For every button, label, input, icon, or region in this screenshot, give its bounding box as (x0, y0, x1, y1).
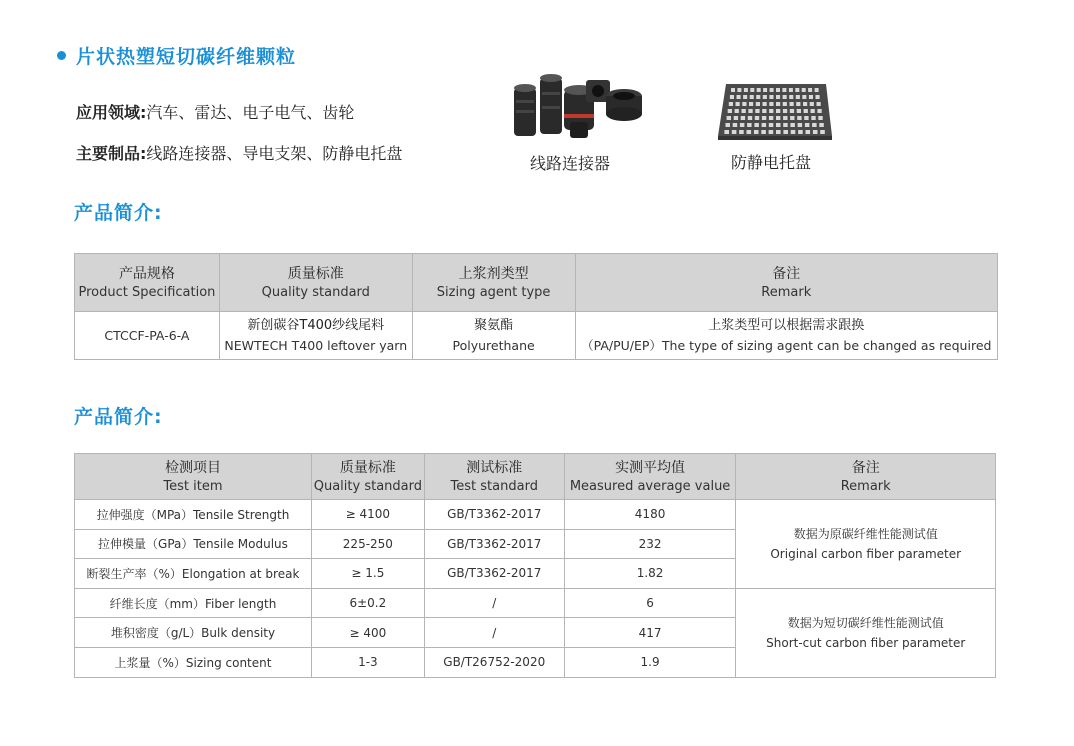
header-quality: 质量标准 Quality standard (311, 454, 424, 500)
products-line (76, 141, 402, 164)
value-cell: 6 (564, 588, 736, 618)
header-spec: 产品规格 Product Specification (75, 254, 220, 312)
header-test-item: 检测项目 Test item (75, 454, 312, 500)
test-item-cell: 断裂生产率（%）Elongation at break (75, 559, 312, 589)
products-label: 主要制品: (76, 144, 147, 163)
standard-cell: / (424, 618, 564, 648)
anti-static-tray-image (716, 80, 834, 142)
application-label: 应用领域: (76, 103, 147, 122)
quality-cell: ≥ 400 (311, 618, 424, 648)
application-value: 汽车、雷达、电子电气、齿轮 (146, 103, 355, 122)
test-results-table (74, 453, 996, 678)
product-title-row (57, 42, 296, 69)
table-row (75, 500, 996, 530)
test-item-cell: 上浆量（%）Sizing content (75, 647, 312, 677)
sizing-cell: 聚氨酯 Polyurethane (412, 312, 575, 360)
standard-cell: GB/T3362-2017 (424, 559, 564, 589)
remark-group1-cell: 数据为原碳纤维性能测试值 Original carbon fiber parameter (736, 500, 996, 589)
header-remark: 备注 Remark (736, 454, 996, 500)
standard-cell: GB/T3362-2017 (424, 500, 564, 530)
quality-cell: ≥ 4100 (311, 500, 424, 530)
header-sizing: 上浆剂类型 Sizing agent type (412, 254, 575, 312)
header-measured-value: 实测平均值 Measured average value (564, 454, 736, 500)
table-row (75, 312, 998, 360)
tray-caption: 防静电托盘 (731, 153, 812, 172)
value-cell: 232 (564, 529, 736, 559)
bullet-dot-icon (57, 51, 66, 60)
value-cell: 1.82 (564, 559, 736, 589)
value-cell: 1.9 (564, 647, 736, 677)
spec-cell: CTCCF-PA-6-A (75, 312, 220, 360)
products-value: 线路连接器、导电支架、防静电托盘 (146, 144, 403, 163)
connector-caption: 线路连接器 (530, 154, 611, 173)
test-item-cell: 拉伸模量（GPa）Tensile Modulus (75, 529, 312, 559)
test-item-cell: 拉伸强度（MPa）Tensile Strength (75, 500, 312, 530)
product-title: 片状热塑短切碳纤维颗粒 (76, 46, 297, 68)
quality-cell: 新创碳谷T400纱线尾料 NEWTECH T400 leftover yarn (219, 312, 412, 360)
value-cell: 4180 (564, 500, 736, 530)
application-line (76, 100, 354, 123)
table-header-row (75, 454, 996, 500)
product-spec-table (74, 253, 998, 360)
standard-cell: GB/T3362-2017 (424, 529, 564, 559)
quality-cell: 6±0.2 (311, 588, 424, 618)
remark-group2-cell: 数据为短切碳纤维性能测试值 Short-cut carbon fiber parameter (736, 588, 996, 677)
table-header-row (75, 254, 998, 312)
standard-cell: / (424, 588, 564, 618)
header-quality: 质量标准 Quality standard (219, 254, 412, 312)
quality-cell: 225-250 (311, 529, 424, 559)
section2-title: 产品简介: (74, 406, 163, 428)
quality-cell: 1-3 (311, 647, 424, 677)
section1-title: 产品简介: (74, 202, 163, 224)
value-cell: 417 (564, 618, 736, 648)
quality-cell: ≥ 1.5 (311, 559, 424, 589)
standard-cell: GB/T26752-2020 (424, 647, 564, 677)
connector-image (508, 70, 648, 148)
test-item-cell: 纤维长度（mm）Fiber length (75, 588, 312, 618)
table-row (75, 588, 996, 618)
remark-cell: 上浆类型可以根据需求跟换 （PA/PU/EP）The type of sizing agent can be changed as required (575, 312, 997, 360)
test-item-cell: 堆积密度（g/L）Bulk density (75, 618, 312, 648)
header-remark: 备注 Remark (575, 254, 997, 312)
header-test-standard: 测试标准 Test standard (424, 454, 564, 500)
